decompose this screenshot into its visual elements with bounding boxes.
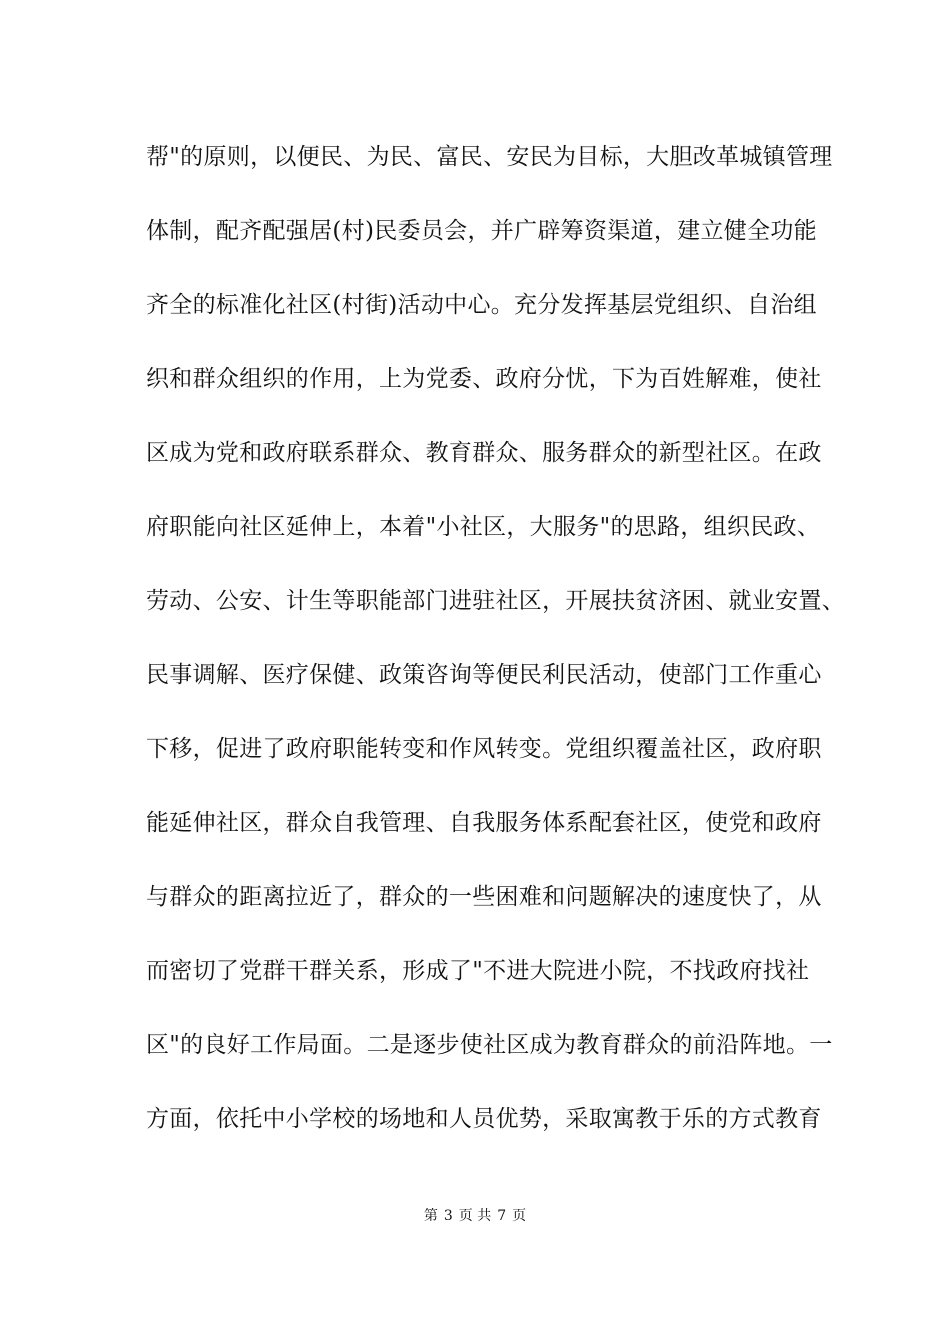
text-line: 齐全的标准化社区(村街)活动中心。充分发挥基层党组织、自治组	[146, 292, 817, 318]
page-label-suffix: 页	[512, 1208, 527, 1224]
current-page-number: 3	[443, 1208, 453, 1224]
text-line: 府职能向社区延伸上，本着"小社区，大服务"的思路，组织民政、	[146, 514, 821, 540]
text-line: 帮"的原则，以便民、为民、富民、安民为目标，大胆改革城镇管理	[146, 144, 833, 170]
text-line: 体制，配齐配强居(村)民委员会，并广辟筹资渠道，建立健全功能	[146, 218, 817, 244]
page-label-mid: 页 共	[458, 1208, 492, 1224]
text-line: 能延伸社区，群众自我管理、自我服务体系配套社区，使党和政府	[146, 810, 822, 836]
text-line: 而密切了党群干群关系，形成了"不进大院进小院，不找政府找社	[146, 958, 810, 984]
text-line: 民事调解、医疗保健、政策咨询等便民利民活动，使部门工作重心	[146, 662, 822, 688]
page-label-prefix: 第	[423, 1208, 438, 1224]
text-line: 方面，依托中小学校的场地和人员优势，采取寓教于乐的方式教育	[146, 1106, 822, 1132]
text-line: 下移，促进了政府职能转变和作风转变。党组织覆盖社区，政府职	[146, 736, 822, 762]
text-line: 劳动、公安、计生等职能部门进驻社区，开展扶贫济困、就业安置、	[146, 588, 845, 614]
text-line: 织和群众组织的作用，上为党委、政府分忧，下为百姓解难，使社	[146, 366, 822, 392]
text-line: 与群众的距离拉近了，群众的一些困难和问题解决的速度快了，从	[146, 884, 822, 910]
page-footer	[0, 1205, 950, 1225]
body-text	[146, 134, 845, 1170]
total-pages-number: 7	[497, 1208, 507, 1224]
text-line: 区成为党和政府联系群众、教育群众、服务群众的新型社区。在政	[146, 440, 822, 466]
text-line: 区"的良好工作局面。二是逐步使社区成为教育群众的前沿阵地。一	[146, 1032, 833, 1058]
